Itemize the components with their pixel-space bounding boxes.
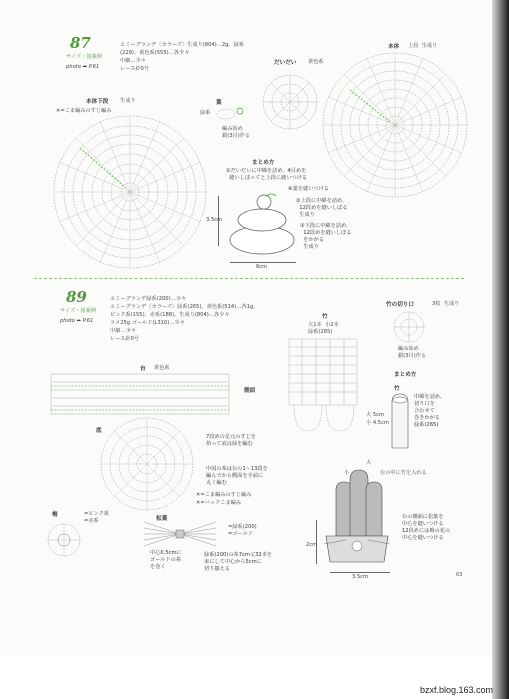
matome-89-title: まとめ方 [394, 372, 417, 378]
matome-87-step3b: 12段めを縫いしぼる [300, 230, 352, 236]
matome-87-step3d: 生成り [300, 244, 319, 250]
kadomatsu-illustration [320, 466, 394, 566]
dim-height-87: 3.5cm [206, 217, 223, 223]
take-note-3: 合わせて [414, 408, 435, 414]
dim-small: 小 4.5cm [366, 420, 389, 426]
watermark-text: bzxf.blog.163.com [419, 685, 493, 695]
sew-note-4: 中心を縫いつける [402, 535, 444, 541]
materials-89-line3: ピンク系(155)、赤系(188)、生成り(804)…各少々 [110, 312, 230, 318]
matsuba-note-2a: 緑系(200)の糸7cm丈32本を [204, 552, 273, 558]
soko-diagram [92, 414, 202, 514]
soko-note-2: 拾って底は緑を編む [206, 441, 253, 447]
hondai-lower-color: 生成り [120, 98, 136, 104]
dim-width-line-87 [230, 262, 296, 263]
sew-note-2: 中心を縫いつける [402, 521, 444, 527]
bamboo-cut-start-1: 編み始め [398, 346, 419, 352]
kagami-mochi-illustration [222, 180, 302, 260]
center-note-2: 編んでから側面を手前に [206, 473, 264, 479]
bamboo-note-2: 緑系(265) [308, 329, 333, 335]
materials-89-line4: ラメ25g ゴールド(L310)…少々 [110, 320, 185, 326]
hondai-lower-diagram [50, 112, 210, 272]
bamboo-cut-diagram [392, 310, 426, 344]
size-label-87: サイズ・図案例 [66, 54, 102, 60]
label-small: 小 [344, 470, 350, 476]
daidai-color: 黄色系 [308, 59, 324, 65]
materials-89-line2: エミーグランデ〈カラーズ〉緑系(265)、黄色系(514)…各1g、 [110, 304, 259, 310]
center-note-3: 丸く編む [206, 480, 227, 486]
leaf-title: 葉 [216, 100, 222, 106]
matsuba-note-2b: 束にして中心から5cmに [204, 559, 262, 565]
label-big: 大 [366, 460, 372, 466]
ume-key-2: =赤系 [84, 518, 99, 524]
photo-ref-89: photo ➡ P.61 [60, 318, 94, 324]
matome-87-step3a: ③下段に中綿を詰め、 [300, 223, 352, 229]
bottom-strip [0, 655, 492, 699]
matsuba-key-2: =ゴールド [228, 531, 253, 537]
dim-large: 大 5cm [366, 412, 385, 418]
dai-title: 台 [140, 366, 146, 372]
matome-87-step2a: ②上段に中綿を詰め、 [296, 198, 348, 204]
materials-87-line1: エミーグランデ〈カラーズ〉生成り(804)…2g、緑系 [120, 42, 245, 48]
bamboo-note-1: 大1本 小2本 [308, 322, 339, 328]
take-title: 竹 [394, 386, 400, 392]
matome-87-step4: ④葉を縫いつける [288, 186, 329, 192]
center-note-1: 中図の糸は台の1〜13段を [206, 466, 268, 472]
dim-height-89: 2cm [306, 542, 318, 548]
matsuba-title: 松葉 [156, 516, 168, 522]
dim-width-line-89 [330, 572, 390, 573]
matome-87-step1a: ①だいだいに中綿を詰め、4目めを [226, 168, 307, 174]
soko-title: 底 [96, 428, 102, 434]
daidai-title: だいだい [274, 60, 297, 66]
matome-87-step1b: 縫いしぼってと上段に縫いつける [226, 175, 308, 181]
leaf-color: 緑系 [200, 110, 211, 116]
matsuba-note-2c: 切り揃える [204, 566, 230, 572]
insert-note: 台の中に竹を入れる [380, 470, 427, 476]
materials-87-line4: レース針0号 [120, 66, 149, 72]
hondai-upper-title: 本体 [388, 44, 400, 50]
matsuba-note-1a: 中心0.5cmに [150, 550, 182, 556]
bamboo-title: 竹 [322, 314, 328, 320]
leaf-diagram [214, 104, 244, 126]
book-spine-shadow [492, 0, 509, 699]
hondai-upper-note: 上段 生成り [408, 43, 438, 49]
leaf-note-1: 編み始め [222, 126, 243, 132]
hondai-lower-title: 本体下段 [86, 99, 109, 105]
bamboo-cut-title: 竹の切り口 [386, 302, 414, 308]
materials-89-line5: 中細…少々 [110, 328, 136, 334]
matome-87-step3c: をかがる [300, 237, 325, 243]
sokumen-title: 側面 [244, 388, 256, 394]
legend-89-1: ✕=こま編みのすじ編み [196, 492, 252, 498]
materials-89-line1: エミーグランデ緑系(200)…少々 [110, 296, 187, 302]
bamboo-cut-note: 3枚 生成り [432, 301, 460, 307]
page-number: 63 [456, 572, 463, 578]
matsuba-note-1b: ゴールドの糸 [150, 557, 182, 563]
sew-note-3: 12段めには梅の花の [402, 528, 451, 534]
take-note-4: 巻きかがる [414, 415, 440, 421]
size-label-89: サイズ・図案例 [60, 308, 96, 314]
materials-87-line2: (229)、黄色系(555)…各少々 [120, 50, 190, 56]
take-note-5: 緑系(265) [414, 422, 439, 428]
dai-color: 黄色系 [154, 365, 170, 371]
sew-note-1: 台の側面に松葉を [402, 514, 444, 520]
matome-87-title: まとめ方 [252, 160, 275, 166]
leaf-note-2: 鎖(3目)作る [222, 133, 251, 139]
daidai-diagram [260, 72, 320, 132]
section-divider [34, 278, 464, 279]
ume-diagram [44, 520, 84, 560]
pattern-number-89: 89 [66, 288, 87, 306]
dim-width-89: 3.5cm [352, 574, 369, 580]
matsuba-illustration [140, 520, 220, 548]
bamboo-cut-start-2: 鎖(3目)作る [398, 353, 427, 359]
matome-87-step2b: 12段めを縫いしぼる [296, 205, 348, 211]
matsuba-note-1c: を巻く [150, 564, 166, 570]
matome-87-step2c: 生成り [296, 212, 315, 218]
ume-key-1: =ピンク系 [84, 511, 109, 517]
take-note-2: 切り口を [414, 401, 435, 407]
take-note-1: 中綿を詰め、 [414, 394, 445, 400]
materials-87-line3: 中細…少々 [120, 58, 146, 64]
hondai-upper-diagram [320, 50, 470, 200]
legend-87: ✕=こま編みのすじ編み [56, 108, 112, 114]
materials-89-line6: レース針0号 [110, 336, 139, 342]
pattern-number-87: 87 [70, 34, 91, 52]
dai-side-chart [50, 372, 232, 418]
photo-ref-87: photo ➡ P.61 [66, 64, 100, 70]
soko-note-1: 7段めの足元のすじを [206, 434, 256, 440]
matsuba-key-1: =緑系(200) [228, 524, 257, 530]
legend-89-2: ✕=バックこま編み [196, 500, 242, 506]
ume-title: 梅 [52, 512, 58, 518]
dim-width-87: 6cm [256, 264, 268, 270]
bamboo-chart [288, 338, 358, 438]
